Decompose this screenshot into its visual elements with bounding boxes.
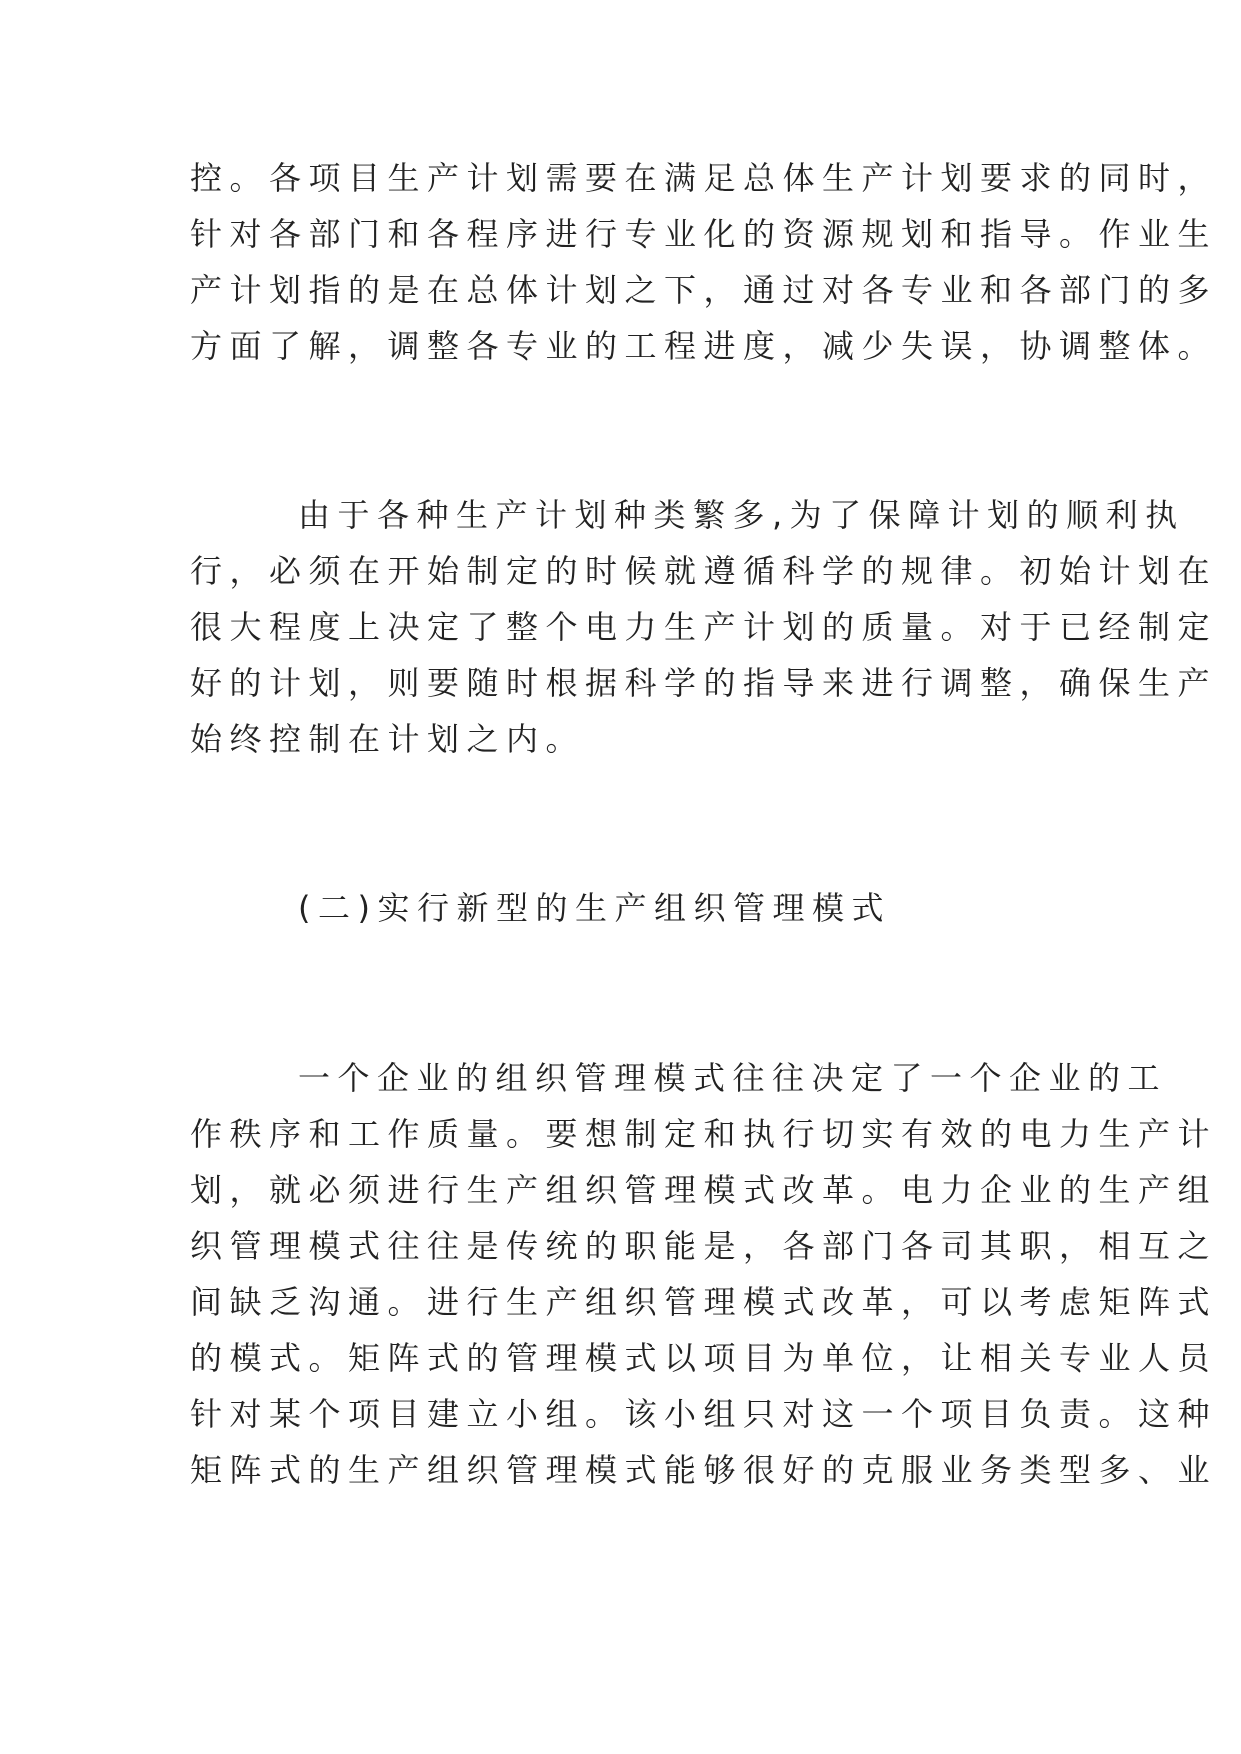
paragraph-4-line-2: 作秩序和工作质量。要想制定和执行切实有效的电力生产计 xyxy=(190,1115,1218,1153)
paragraph-2-line-2: 行，必须在开始制定的时候就遵循科学的规律。初始计划在 xyxy=(190,552,1218,590)
paragraph-2-line-5: 始终控制在计划之内。 xyxy=(190,720,586,758)
paragraph-4-line-8: 矩阵式的生产组织管理模式能够很好的克服业务类型多、业 xyxy=(190,1451,1218,1489)
paragraph-2-line-1: 由于各种生产计划种类繁多,为了保障计划的顺利执 xyxy=(298,496,1185,534)
paragraph-1-line-2: 针对各部门和各程序进行专业化的资源规划和指导。作业生 xyxy=(190,215,1218,253)
section-heading: (二)实行新型的生产组织管理模式 xyxy=(298,889,891,927)
paragraph-4-line-4: 织管理模式往往是传统的职能是，各部门各司其职，相互之 xyxy=(190,1227,1218,1265)
paragraph-1-line-3: 产计划指的是在总体计划之下，通过对各专业和各部门的多 xyxy=(190,271,1218,309)
paragraph-2-line-4: 好的计划，则要随时根据科学的指导来进行调整，确保生产 xyxy=(190,664,1218,702)
paragraph-4-line-6: 的模式。矩阵式的管理模式以项目为单位，让相关专业人员 xyxy=(190,1339,1218,1377)
paragraph-4-line-7: 针对某个项目建立小组。该小组只对这一个项目负责。这种 xyxy=(190,1395,1218,1433)
paragraph-1-line-4: 方面了解，调整各专业的工程进度，减少失误，协调整体。 xyxy=(190,327,1218,365)
paragraph-1-line-1: 控。各项目生产计划需要在满足总体生产计划要求的同时， xyxy=(190,159,1218,197)
paragraph-4-line-3: 划，就必须进行生产组织管理模式改革。电力企业的生产组 xyxy=(190,1171,1218,1209)
paragraph-4-line-1: 一个企业的组织管理模式往往决定了一个企业的工 xyxy=(298,1059,1168,1097)
paragraph-4-line-5: 间缺乏沟通。进行生产组织管理模式改革，可以考虑矩阵式 xyxy=(190,1283,1218,1321)
paragraph-2-line-3: 很大程度上决定了整个电力生产计划的质量。对于已经制定 xyxy=(190,608,1218,646)
